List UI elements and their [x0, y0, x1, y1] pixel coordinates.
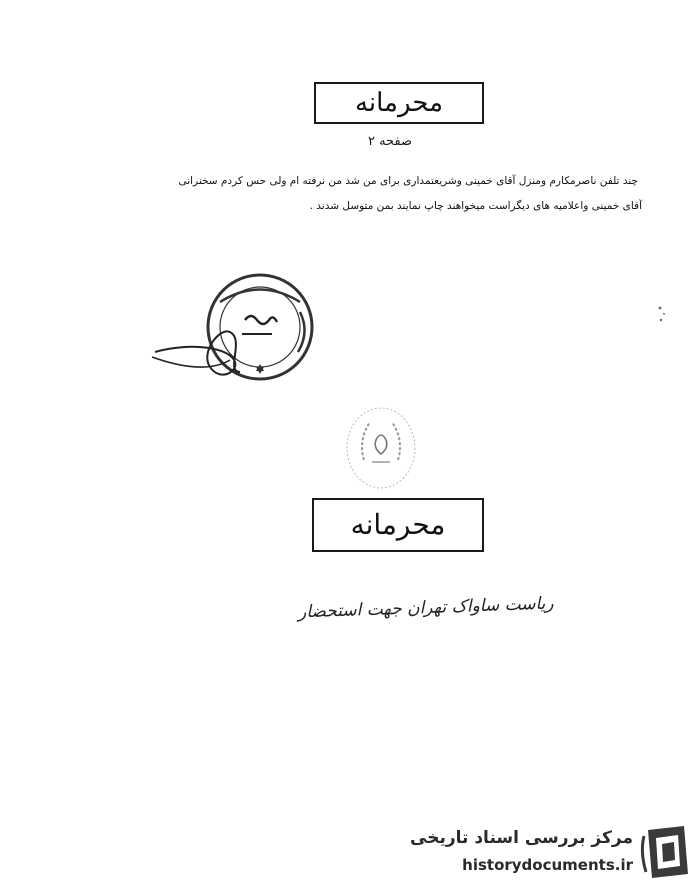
- paper-speck-mark: [652, 300, 672, 330]
- watermark-name: مرکز بررسی اسناد تاریخی: [410, 828, 633, 848]
- archive-watermark: [410, 822, 695, 882]
- watermark-url: historydocuments.ir: [462, 856, 633, 874]
- body-text-line-2: آقای خمینی واعلامیه های دیگراست میخواهند چاپ نمایند بمن متوسل شدند .: [309, 200, 642, 212]
- handwritten-note: ریاست ساواک تهران جهت استحضار: [298, 593, 555, 623]
- round-ink-stamp-icon: [150, 272, 340, 392]
- faded-emblem-icon: [336, 400, 426, 495]
- archive-logo-icon: [638, 822, 694, 882]
- body-text-line-1: چند تلفن ناصرمکارم ومنزل آقای خمینی وشریعتمداری برای من شد من نرفته ام ولی حس کردم سخنرانی: [178, 175, 638, 187]
- classification-label-bottom: محرمانه: [312, 498, 484, 552]
- page-number: صفحه ۲: [367, 134, 413, 149]
- classification-label-top: محرمانه: [314, 82, 484, 124]
